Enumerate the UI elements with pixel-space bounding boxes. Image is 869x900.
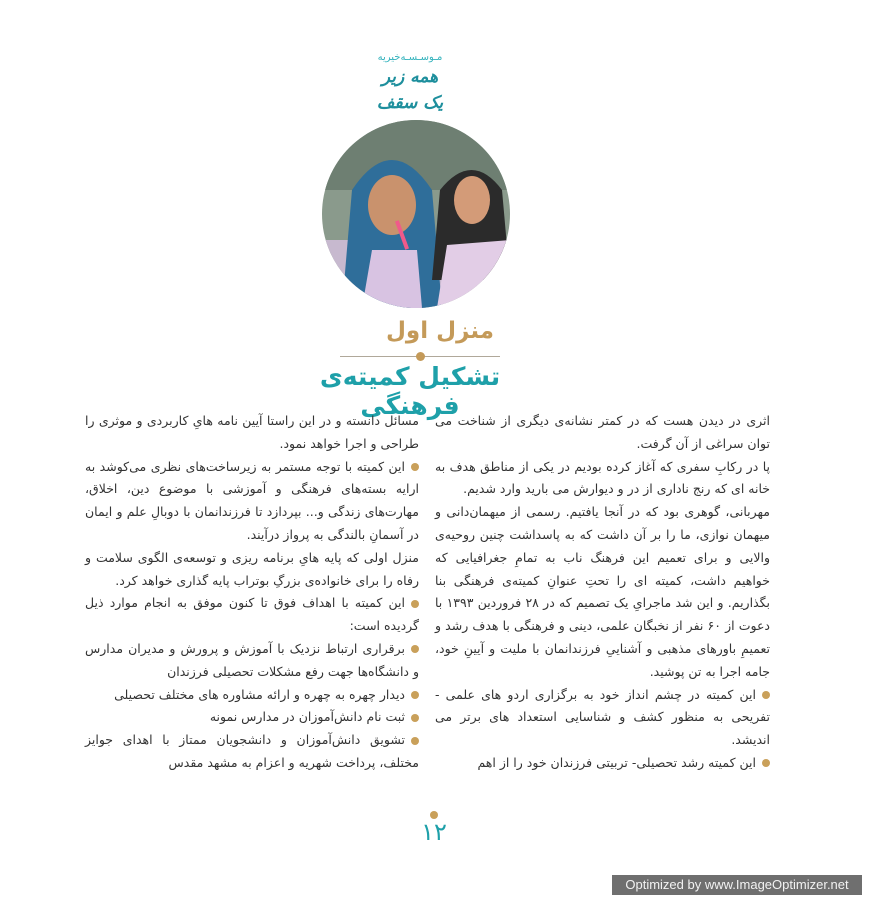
paragraph — [435, 410, 770, 456]
divider-dot — [416, 352, 425, 361]
paragraph-text: برقراری ارتباط نزدیک با آموزش و پرورش و مدیران مدارس و دانشگاه‌ها جهت رفع مشکلات تحصیلی فرزندان — [85, 640, 419, 679]
paragraph-text: تشویق دانش‌آموزان و دانشجویان ممتاز با اهدای جوایز مختلف، پرداخت شهریه و اعزام به مشهد مقدس — [85, 732, 419, 770]
paragraph-text: مهربانی، گوهری بود که در آنجا یافتیم. رسمی از میهمان‌دانی و میهمان نوازی، ما را بر آن داشت که به پاسداشت چنین روحیه‌ی والایی و برای تعمیم این فرهنگ ناب به تمامِ جغرافیایی که خواهیم داشت، کمیته ای را تحتِ عنوانِ کمیته‌ی فرهنگی بنا بگذاریم. و این شد ماجرایِ یک تصمیم که در ۲۸ فروردین ۱۳۹۳ با دعوت از ۶۰ نفر از نخبگان علمی، دینی و فرهنگی با هدف رشد و تعمیمِ باورهای مذهبی و آشناییِ فرزندانمان با ملیت و آیینِ خود، جامه اجرا به تن پوشید. — [435, 504, 771, 679]
paragraph — [435, 501, 770, 683]
paragraph — [435, 684, 770, 752]
paragraph — [85, 638, 419, 684]
paragraph-text: این کمیته در چشم انداز خود به برگزاری اردو های علمی - تفریحی به منظور کشف و شناسایی استعداد های برتر می اندیشد. — [435, 686, 770, 748]
paragraph — [85, 547, 419, 593]
text-column-right — [435, 410, 770, 775]
watermark: Optimized by www.ImageOptimizer.net — [612, 875, 862, 895]
section-label: منزل اول — [385, 318, 495, 344]
paragraph-text: پا در رکابِ سفری که آغاز کرده بودیم در یکی از مناطق هدف به خانه ای که رنج ناداری از در و دیوارش می بارید وارد شدیم. — [435, 458, 770, 497]
students-photo — [322, 120, 510, 308]
bullet-icon — [411, 463, 419, 471]
paragraph-text: اثری در دیدن هست که در کمتر نشانه‌ی دیگری از شناخت می توان سراغی از آن گرفت. — [435, 413, 770, 451]
paragraph — [85, 456, 419, 547]
text-column-left — [85, 410, 419, 775]
page-number: ۱۲ — [421, 818, 447, 846]
paragraph — [85, 729, 419, 775]
paragraph-text: مسائل دانسته و در این راستا آیین نامه هایِ کاربردی و موثری را طراحی و اجرا خواهد نمود. — [85, 413, 419, 451]
bullet-icon — [762, 759, 770, 767]
bullet-icon — [411, 691, 419, 699]
bullet-icon — [411, 600, 419, 608]
brand-logo — [372, 52, 448, 113]
paragraph — [85, 684, 419, 707]
paragraph — [435, 752, 770, 775]
logo-wordmark: همه زیر یک سقف — [376, 67, 444, 113]
section-title: تشکیل کمیته‌ی فرهنگی — [319, 362, 501, 420]
paragraph-text: این کمیته با توجه مستمر به زیرساخت‌های نظری می‌کوشد به ارایه بسته‌های فرهنگی و آموزشی با موضوع دین، اخلاق، مهارت‌های زندگی و... بپردازد تا فرزندانمان با دوبالِ علم و ایمان در آسمانِ بالندگی به پرواز درآیند. — [85, 458, 419, 542]
logo-subtitle: مـوسـسـه‌خیریه — [377, 52, 443, 63]
bullet-icon — [762, 691, 770, 699]
photo-illustration — [322, 120, 510, 308]
paragraph — [85, 592, 419, 638]
paragraph — [85, 706, 419, 729]
paragraph-text: ثبت نام دانش‌آموزان در مدارس نمونه — [209, 709, 405, 725]
paragraph — [435, 456, 770, 502]
paragraph — [85, 410, 419, 456]
bullet-icon — [411, 737, 419, 745]
bullet-icon — [411, 714, 419, 722]
bullet-icon — [411, 645, 419, 653]
paragraph-text: دیدار چهره به چهره و ارائه مشاوره های مختلف تحصیلی — [114, 686, 405, 702]
paragraph-text: منزل اولی که پایه هایِ برنامه ریزی و توسعه‌ی الگوی سلامت و رفاه را برای خانواده‌ی بزرگِ بوتراب پایه گذاری خواهد کرد. — [85, 549, 419, 588]
paragraph-text: این کمیته رشد تحصیلی- تربیتی فرزندان خود را از اهم — [477, 754, 756, 770]
paragraph-text: این کمیته با اهداف فوق تا کنون موفق به انجام موارد ذیل گردیده است: — [85, 595, 419, 634]
